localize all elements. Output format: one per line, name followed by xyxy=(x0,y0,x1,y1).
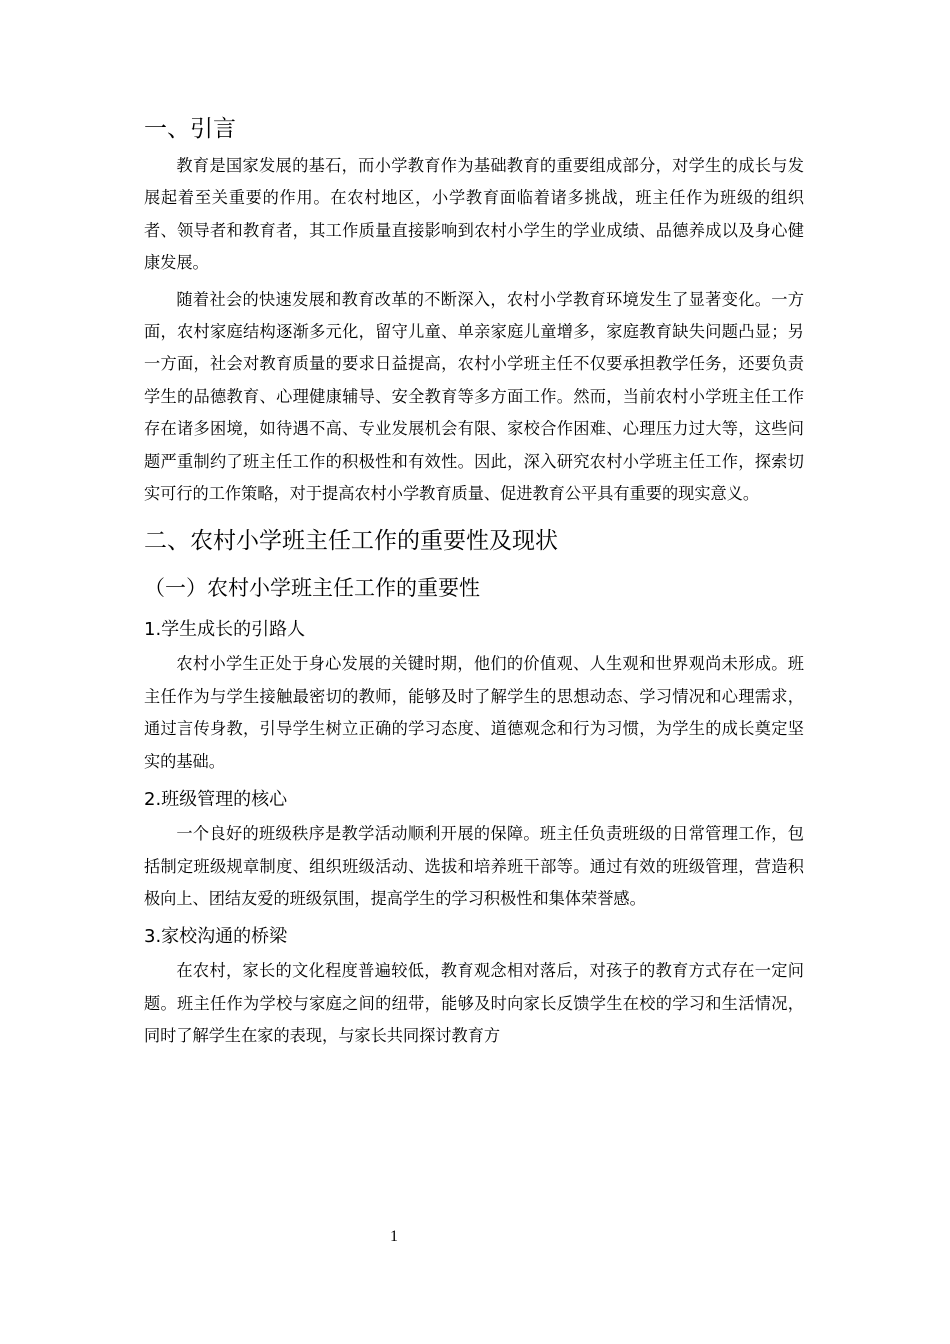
item-heading-home-school-bridge: 3.家校沟通的桥梁 xyxy=(144,926,288,948)
section-heading-introduction: 一、引言 xyxy=(144,116,236,142)
paragraph: 随着社会的快速发展和教育改革的不断深入，农村小学教育环境发生了显著变化。一方面，农村家庭结构逐渐多元化，留守儿童、单亲家庭儿童增多，家庭教育缺失问题凸显；另一方面，社会对教育质量的要求日益提高，农村小学班主任不仅要承担教学任务，还要负责学生的品德教育、心理健康辅导、安全教育等多方面工作。然而，当前农村小学班主任工作存在诸多困境，如待遇不高、专业发展机会有限、家校合作困难、心理压力过大等，这些问题严重制约了班主任工作的积极性和有效性。因此，深入研究农村小学班主任工作，探索切实可行的工作策略，对于提高农村小学教育质量、促进教育公平具有重要的现实意义。 xyxy=(144,289,804,504)
document-page xyxy=(144,112,804,1053)
paragraph: 在农村，家长的文化程度普遍较低，教育观念相对落后，对孩子的教育方式存在一定问题。班主任作为学校与家庭之间的纽带，能够及时向家长反馈学生在校的学习和生活情况，同时了解学生在家的表现，与家长共同探讨教育方 xyxy=(144,961,804,1046)
subsection-heading-importance: （一）农村小学班主任工作的重要性 xyxy=(144,576,480,601)
paragraph: 一个良好的班级秩序是教学活动顺利开展的保障。班主任负责班级的日常管理工作，包括制定班级规章制度、组织班级活动、选拔和培养班干部等。通过有效的班级管理，营造积极向上、团结友爱的班级氛围，提高学生的学习积极性和集体荣誉感。 xyxy=(144,824,804,908)
item-heading-class-management: 2.班级管理的核心 xyxy=(144,789,288,811)
item-heading-student-growth: 1.学生成长的引路人 xyxy=(144,619,306,641)
paragraph: 教育是国家发展的基石，而小学教育作为基础教育的重要组成部分，对学生的成长与发展起着至关重要的作用。在农村地区，小学教育面临着诸多挑战，班主任作为班级的组织者、领导者和教育者，其工作质量直接影响到农村小学生的学业成绩、品德养成以及身心健康发展。 xyxy=(144,156,804,273)
paragraph: 农村小学生正处于身心发展的关键时期，他们的价值观、人生观和世界观尚未形成。班主任作为与学生接触最密切的教师，能够及时了解学生的思想动态、学习情况和心理需求，通过言传身教，引导学生树立正确的学习态度、道德观念和行为习惯，为学生的成长奠定坚实的基础。 xyxy=(144,654,804,771)
page-number: 1 xyxy=(390,1228,398,1245)
section-heading-importance-status: 二、农村小学班主任工作的重要性及现状 xyxy=(144,528,558,555)
